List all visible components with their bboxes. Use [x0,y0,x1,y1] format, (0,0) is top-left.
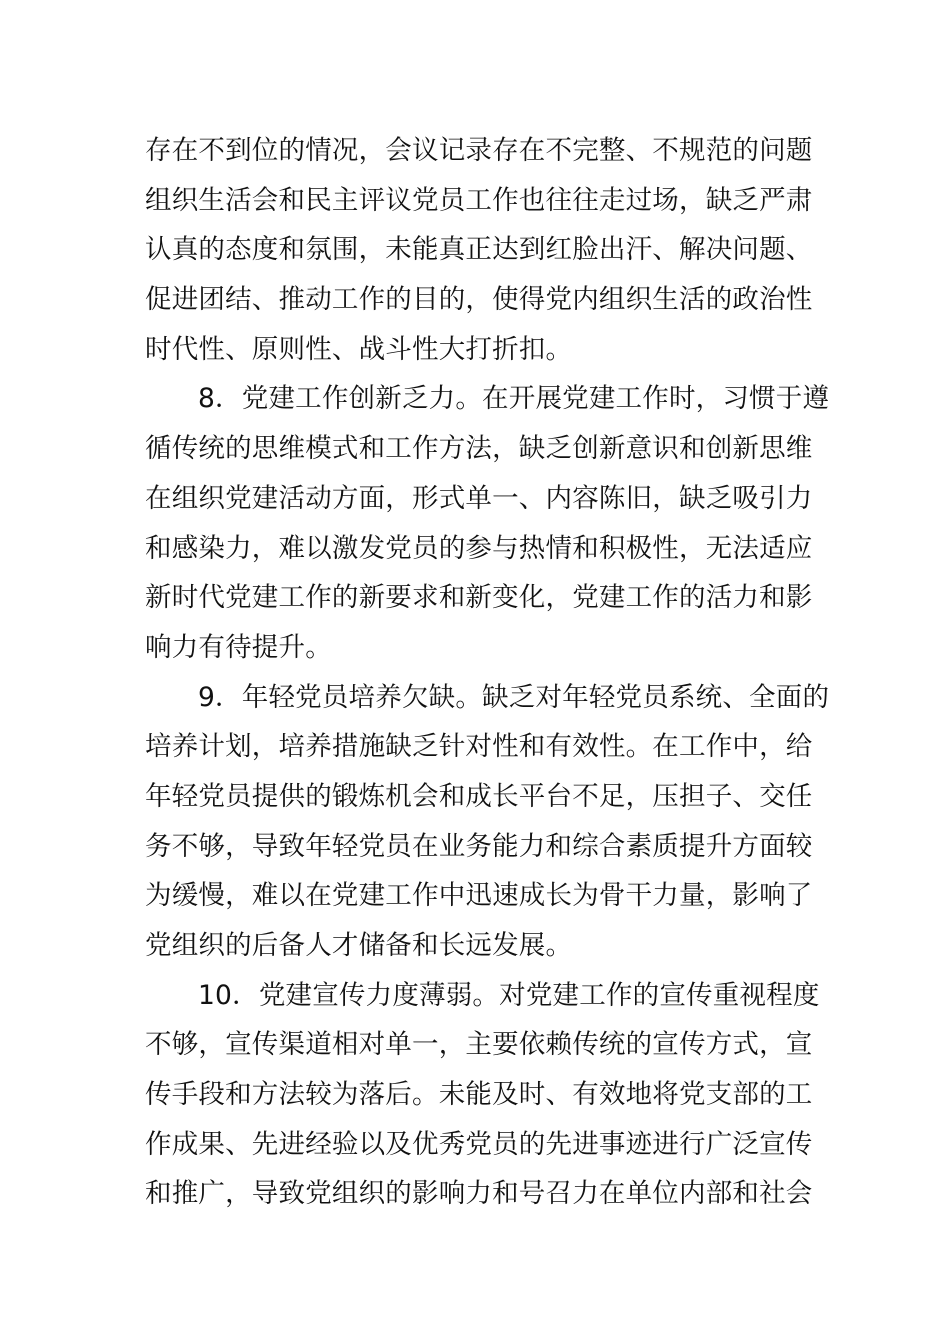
text-line: 务不够，导致年轻党员在业务能力和综合素质提升方面较 [145,830,813,862]
text-line: 党组织的后备人才储备和长远发展。 [145,930,573,961]
text-line: 和推广，导致党组织的影响力和号召力在单位内部和社会 [145,1178,813,1210]
text-line: 组织生活会和民主评议党员工作也往往走过场，缺乏严肃 [145,184,813,216]
paragraph-10-first-line: 10．党建宣传力度薄弱。对党建工作的宣传重视程度 [198,979,820,1011]
text-line: 新时代党建工作的新要求和新变化，党建工作的活力和影 [145,582,813,614]
text-line: 年轻党员提供的锻炼机会和成长平台不足，压担子、交任 [145,780,813,812]
text-line: 存在不到位的情况，会议记录存在不完整、不规范的问题 [145,135,813,166]
paragraph-9-first-line: 9．年轻党员培养欠缺。缺乏对年轻党员系统、全面的 [198,681,830,713]
text-line: 和感染力，难以激发党员的参与热情和积极性，无法适应 [145,532,813,564]
text-line: 传手段和方法较为落后。未能及时、有效地将党支部的工 [145,1079,813,1111]
paragraph-8-first-line: 8．党建工作创新乏力。在开展党建工作时，习惯于遵 [198,383,830,415]
text-line: 在组织党建活动方面，形式单一、内容陈旧，缺乏吸引力 [145,482,813,514]
text-line: 不够，宣传渠道相对单一，主要依赖传统的宣传方式，宣 [145,1029,813,1061]
text-line: 为缓慢，难以在党建工作中迅速成长为骨干力量，影响了 [145,880,813,912]
document-body [145,126,830,1219]
text-line: 时代性、原则性、战斗性大打折扣。 [145,333,573,365]
text-line: 认真的态度和氛围，未能真正达到红脸出汗、解决问题、 [145,234,813,266]
text-line: 循传统的思维模式和工作方法，缺乏创新意识和创新思维 [145,433,813,465]
text-line: 响力有待提升。 [145,631,332,663]
text-line: 促进团结、推动工作的目的，使得党内组织生活的政治性 [145,284,813,316]
text-line: 作成果、先进经验以及优秀党员的先进事迹进行广泛宣传 [145,1128,813,1160]
text-line: 培养计划，培养措施缺乏针对性和有效性。在工作中，给 [145,731,813,763]
